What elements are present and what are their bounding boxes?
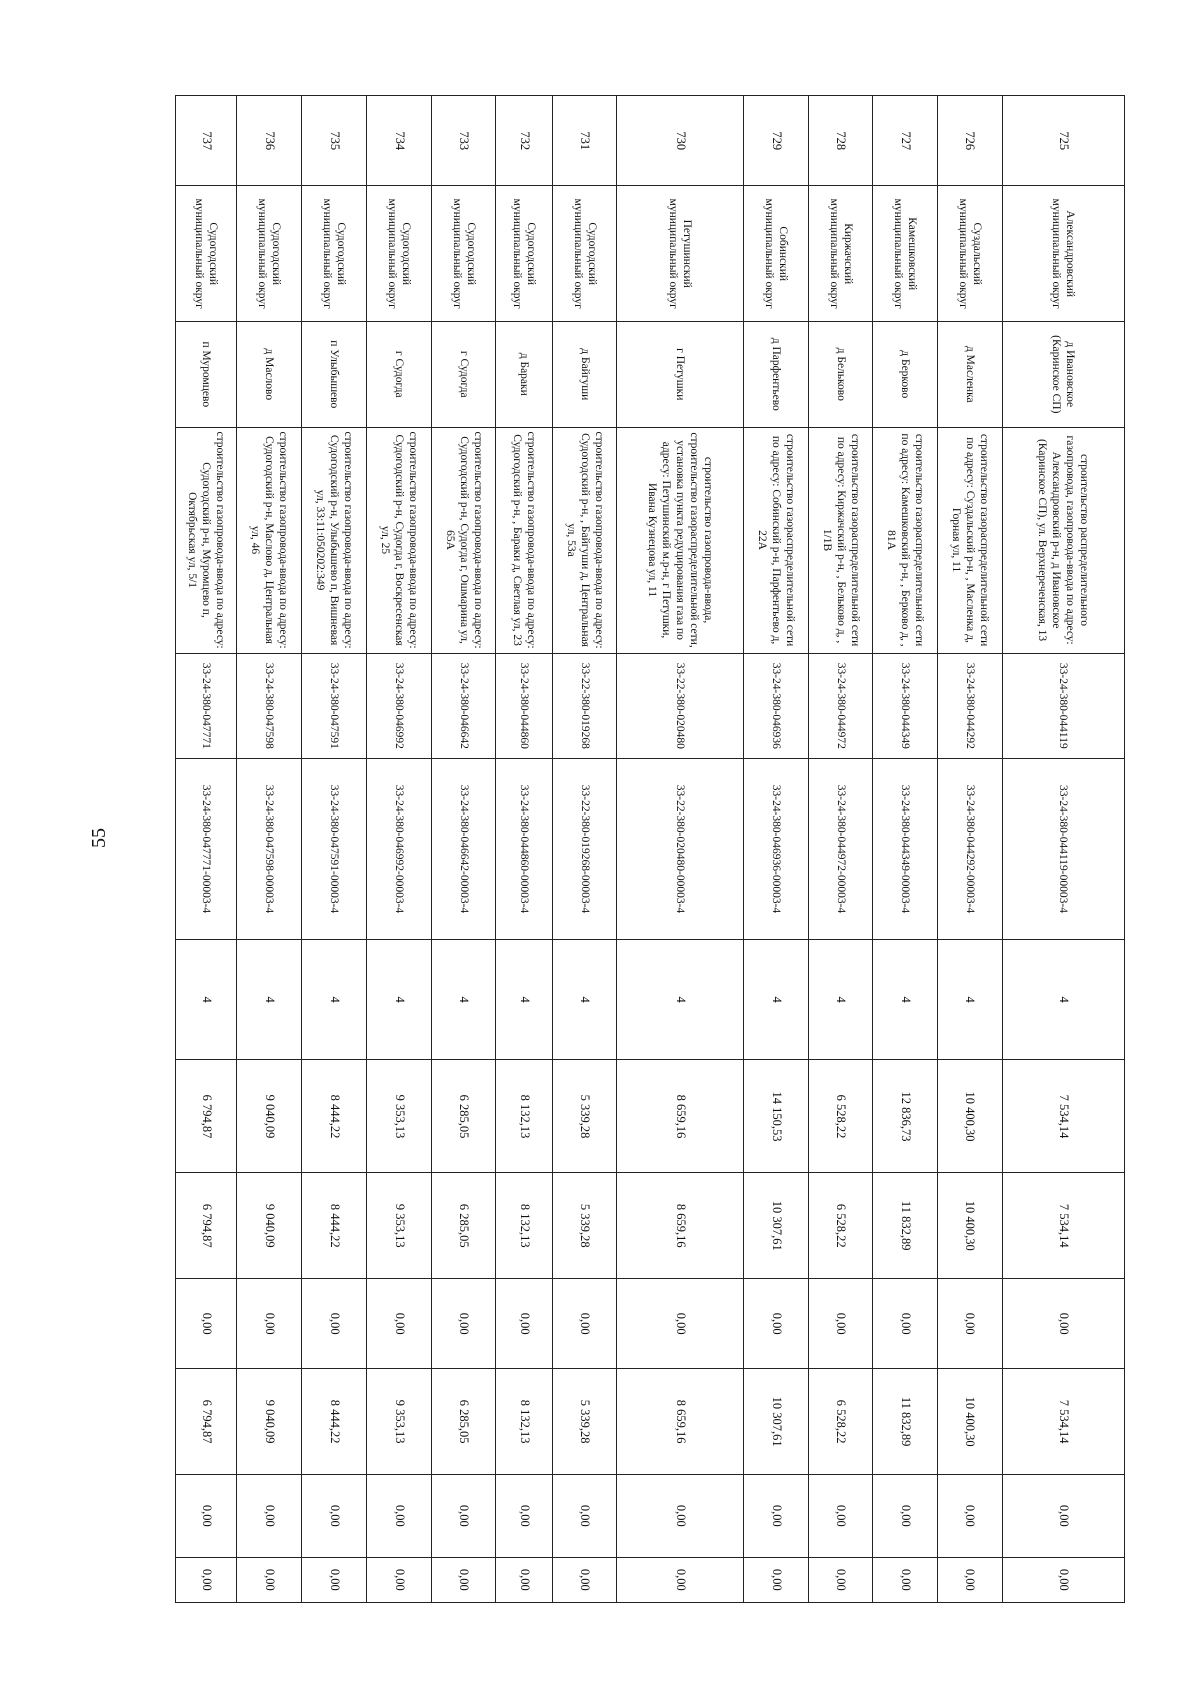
locality-cell: д Бараки [496,322,553,427]
row-number: 726 [937,96,1002,186]
value-2-cell: 6 285,05 [432,1173,496,1278]
value-1-cell: 8 444,22 [302,1060,366,1173]
value-2-cell: 10 307,61 [743,1173,808,1278]
locality-cell: п Муромцево [176,322,237,427]
quarter-cell: 4 [553,939,617,1060]
value-3-cell: 0,00 [937,1278,1002,1368]
value-6-cell: 0,00 [432,1557,496,1602]
district-cell: Судогодский муниципальный округ [237,186,302,322]
quarter-cell: 4 [743,939,808,1060]
full-code-cell: 33-24-380-046992-00003-4 [366,759,431,940]
locality-cell: г Судогда [432,322,496,427]
full-code-cell: 33-24-380-044972-00003-4 [809,759,873,940]
quarter-cell: 4 [302,939,366,1060]
locality-cell: д Берково [873,322,937,427]
page-number: 55 [88,828,110,848]
object-code-cell: 33-24-380-044349 [873,653,937,758]
value-6-cell: 0,00 [743,1557,808,1602]
value-1-cell: 8 132,13 [496,1060,553,1173]
value-5-cell: 0,00 [302,1474,366,1557]
value-1-cell: 14 150,53 [743,1060,808,1173]
quarter-cell: 4 [366,939,431,1060]
value-1-cell: 5 339,28 [553,1060,617,1173]
locality-cell: г Петушки [617,322,743,427]
value-2-cell: 7 534,14 [1002,1173,1124,1278]
value-4-cell: 9 353,13 [366,1369,431,1474]
value-6-cell: 0,00 [1002,1557,1124,1602]
value-4-cell: 6 285,05 [432,1369,496,1474]
value-3-cell: 0,00 [1002,1278,1124,1368]
district-cell: Судогодский муниципальный округ [553,186,617,322]
value-5-cell: 0,00 [873,1474,937,1557]
district-cell: Суздальский муниципальный округ [937,186,1002,322]
row-number: 729 [743,96,808,186]
full-code-cell: 33-24-380-044292-00003-4 [937,759,1002,940]
table-row [553,96,617,1603]
object-code-cell: 33-24-380-047591 [302,653,366,758]
value-5-cell: 0,00 [496,1474,553,1557]
value-4-cell: 8 444,22 [302,1369,366,1474]
table-row [743,96,808,1603]
value-3-cell: 0,00 [553,1278,617,1368]
value-1-cell: 8 659,16 [617,1060,743,1173]
value-2-cell: 8 659,16 [617,1173,743,1278]
table-body [176,96,1125,1603]
value-4-cell: 10 307,61 [743,1369,808,1474]
description-cell: строительство газораспределительной сети по адресу: Камешковский р-н, , Берково д, , 81А [873,427,937,653]
table-row [809,96,873,1603]
description-cell: строительство газопровода-ввода по адресу: Судогодский р-н, , Бараки д, Светлая ул, 23 [496,427,553,653]
value-5-cell: 0,00 [366,1474,431,1557]
value-6-cell: 0,00 [553,1557,617,1602]
value-2-cell: 6 794,87 [176,1173,237,1278]
value-4-cell: 8 132,13 [496,1369,553,1474]
value-5-cell: 0,00 [237,1474,302,1557]
description-cell: строительство газопровода-ввода по адресу: Судогодский р-н, Судогда г, Воскресенская ул, 25 [366,427,431,653]
value-2-cell: 9 040,09 [237,1173,302,1278]
row-number: 725 [1002,96,1124,186]
locality-cell: д Парфентьево [743,322,808,427]
value-2-cell: 6 528,22 [809,1173,873,1278]
value-5-cell: 0,00 [743,1474,808,1557]
quarter-cell: 4 [809,939,873,1060]
value-1-cell: 10 400,30 [937,1060,1002,1173]
table-row [1002,96,1124,1603]
row-number: 734 [366,96,431,186]
description-cell: строительство газопровода-ввода по адресу: Судогодский р-н, Судогда г, Ошмарина ул, 65А [432,427,496,653]
value-6-cell: 0,00 [176,1557,237,1602]
locality-cell: д Бельково [809,322,873,427]
value-6-cell: 0,00 [937,1557,1002,1602]
row-number: 727 [873,96,937,186]
table-row [302,96,366,1603]
full-code-cell: 33-24-380-044349-00003-4 [873,759,937,940]
table-row [496,96,553,1603]
description-cell: строительство газопровода-ввода по адресу: Судогодский р-н, Улыбышево п, Вишневая ул, 33:11:050202:349 [302,427,366,653]
district-cell: Судогодский муниципальный округ [366,186,431,322]
description-cell: строительство газопровода-ввода по адресу: Судогодский р-н, , Байгуши д, Центральная ул, 53а [553,427,617,653]
row-number: 735 [302,96,366,186]
object-code-cell: 33-22-380-019268 [553,653,617,758]
full-code-cell: 33-22-380-020480-00003-4 [617,759,743,940]
district-cell: Камешковский муниципальный округ [873,186,937,322]
value-2-cell: 10 400,30 [937,1173,1002,1278]
register-table [175,95,1125,1603]
description-cell: строительство газопровода-ввода по адресу: Судогодский р-н, Маслово д, Центральная ул, 46 [237,427,302,653]
locality-cell: д Масленка [937,322,1002,427]
value-5-cell: 0,00 [937,1474,1002,1557]
full-code-cell: 33-24-380-047591-00003-4 [302,759,366,940]
district-cell: Судогодский муниципальный округ [496,186,553,322]
value-5-cell: 0,00 [553,1474,617,1557]
value-6-cell: 0,00 [237,1557,302,1602]
value-6-cell: 0,00 [366,1557,431,1602]
value-5-cell: 0,00 [1002,1474,1124,1557]
object-code-cell: 33-24-380-044119 [1002,653,1124,758]
row-number: 736 [237,96,302,186]
full-code-cell: 33-24-380-047771-00003-4 [176,759,237,940]
value-1-cell: 6 528,22 [809,1060,873,1173]
object-code-cell: 33-24-380-046642 [432,653,496,758]
row-number: 733 [432,96,496,186]
table-row [176,96,237,1603]
object-code-cell: 33-24-380-046936 [743,653,808,758]
value-3-cell: 0,00 [809,1278,873,1368]
value-6-cell: 0,00 [496,1557,553,1602]
value-4-cell: 11 832,89 [873,1369,937,1474]
value-5-cell: 0,00 [176,1474,237,1557]
value-4-cell: 6 794,87 [176,1369,237,1474]
table-row [432,96,496,1603]
quarter-cell: 4 [176,939,237,1060]
quarter-cell: 4 [617,939,743,1060]
description-cell: строительство газораспределительной сети по адресу: Киржачский р-н, , Бельково д, , 1/1В [809,427,873,653]
value-2-cell: 5 339,28 [553,1173,617,1278]
value-3-cell: 0,00 [496,1278,553,1368]
value-1-cell: 12 836,73 [873,1060,937,1173]
quarter-cell: 4 [496,939,553,1060]
full-code-cell: 33-24-380-046936-00003-4 [743,759,808,940]
value-6-cell: 0,00 [809,1557,873,1602]
value-5-cell: 0,00 [809,1474,873,1557]
value-3-cell: 0,00 [176,1278,237,1368]
value-3-cell: 0,00 [743,1278,808,1368]
object-code-cell: 33-24-380-044292 [937,653,1002,758]
value-4-cell: 8 659,16 [617,1369,743,1474]
value-5-cell: 0,00 [432,1474,496,1557]
locality-cell: п Улыбышево [302,322,366,427]
value-1-cell: 7 534,14 [1002,1060,1124,1173]
table-row [366,96,431,1603]
description-cell: строительство газораспределительной сети по адресу: Суздальский р-н, , Масленка д, Горная ул, 11 [937,427,1002,653]
quarter-cell: 4 [937,939,1002,1060]
district-cell: Судогодский муниципальный округ [302,186,366,322]
value-2-cell: 8 444,22 [302,1173,366,1278]
quarter-cell: 4 [1002,939,1124,1060]
value-1-cell: 6 285,05 [432,1060,496,1173]
value-1-cell: 9 040,09 [237,1060,302,1173]
district-cell: Судогодский муниципальный округ [176,186,237,322]
rotated-table-container [175,95,1125,1603]
row-number: 737 [176,96,237,186]
value-6-cell: 0,00 [302,1557,366,1602]
value-3-cell: 0,00 [237,1278,302,1368]
district-cell: Петушинский муниципальный округ [617,186,743,322]
value-4-cell: 5 339,28 [553,1369,617,1474]
district-cell: Собинский муниципальный округ [743,186,808,322]
value-1-cell: 6 794,87 [176,1060,237,1173]
object-code-cell: 33-24-380-044972 [809,653,873,758]
value-3-cell: 0,00 [617,1278,743,1368]
table-row [617,96,743,1603]
value-1-cell: 9 353,13 [366,1060,431,1173]
full-code-cell: 33-22-380-019268-00003-4 [553,759,617,940]
quarter-cell: 4 [237,939,302,1060]
value-6-cell: 0,00 [873,1557,937,1602]
full-code-cell: 33-24-380-044860-00003-4 [496,759,553,940]
value-4-cell: 10 400,30 [937,1369,1002,1474]
value-3-cell: 0,00 [873,1278,937,1368]
value-6-cell: 0,00 [617,1557,743,1602]
table-row [873,96,937,1603]
description-cell: строительство распределительного газопровода, газопровода-ввода по адресу: Александровский р-н, д Ивановское (Каринское СП), ул. Верхнереченская, 13 [1002,427,1124,653]
object-code-cell: 33-22-380-020480 [617,653,743,758]
quarter-cell: 4 [432,939,496,1060]
locality-cell: д Маслово [237,322,302,427]
value-2-cell: 8 132,13 [496,1173,553,1278]
object-code-cell: 33-24-380-044860 [496,653,553,758]
table-row [937,96,1002,1603]
table-row [237,96,302,1603]
locality-cell: г Судогда [366,322,431,427]
object-code-cell: 33-24-380-046992 [366,653,431,758]
value-4-cell: 6 528,22 [809,1369,873,1474]
row-number: 728 [809,96,873,186]
row-number: 730 [617,96,743,186]
value-3-cell: 0,00 [302,1278,366,1368]
value-5-cell: 0,00 [617,1474,743,1557]
value-3-cell: 0,00 [432,1278,496,1368]
value-2-cell: 11 832,89 [873,1173,937,1278]
description-cell: строительство газопровода-ввода, строительство газораспределительной сети, установка пункта редуцирования газа по адресу: Петушинский м.р-н, г Петушки, Ивана Кузнецова ул, 11 [617,427,743,653]
description-cell: строительство газораспределительной сети по адресу: Собинский р-н, Парфентьево д, 22А [743,427,808,653]
district-cell: Александровский муниципальный округ [1002,186,1124,322]
district-cell: Судогодский муниципальный округ [432,186,496,322]
row-number: 732 [496,96,553,186]
value-3-cell: 0,00 [366,1278,431,1368]
value-4-cell: 7 534,14 [1002,1369,1124,1474]
district-cell: Киржачский муниципальный округ [809,186,873,322]
quarter-cell: 4 [873,939,937,1060]
value-4-cell: 9 040,09 [237,1369,302,1474]
value-2-cell: 9 353,13 [366,1173,431,1278]
description-cell: строительство газопровода-ввода по адресу: Судогодский р-н, Муромцево п, Октябрьская ул, 5/1 [176,427,237,653]
row-number: 731 [553,96,617,186]
locality-cell: д Ивановское (Каринское СП) [1002,322,1124,427]
full-code-cell: 33-24-380-047598-00003-4 [237,759,302,940]
full-code-cell: 33-24-380-044119-00003-4 [1002,759,1124,940]
object-code-cell: 33-24-380-047598 [237,653,302,758]
locality-cell: д Байгуши [553,322,617,427]
full-code-cell: 33-24-380-046642-00003-4 [432,759,496,940]
object-code-cell: 33-24-380-047771 [176,653,237,758]
